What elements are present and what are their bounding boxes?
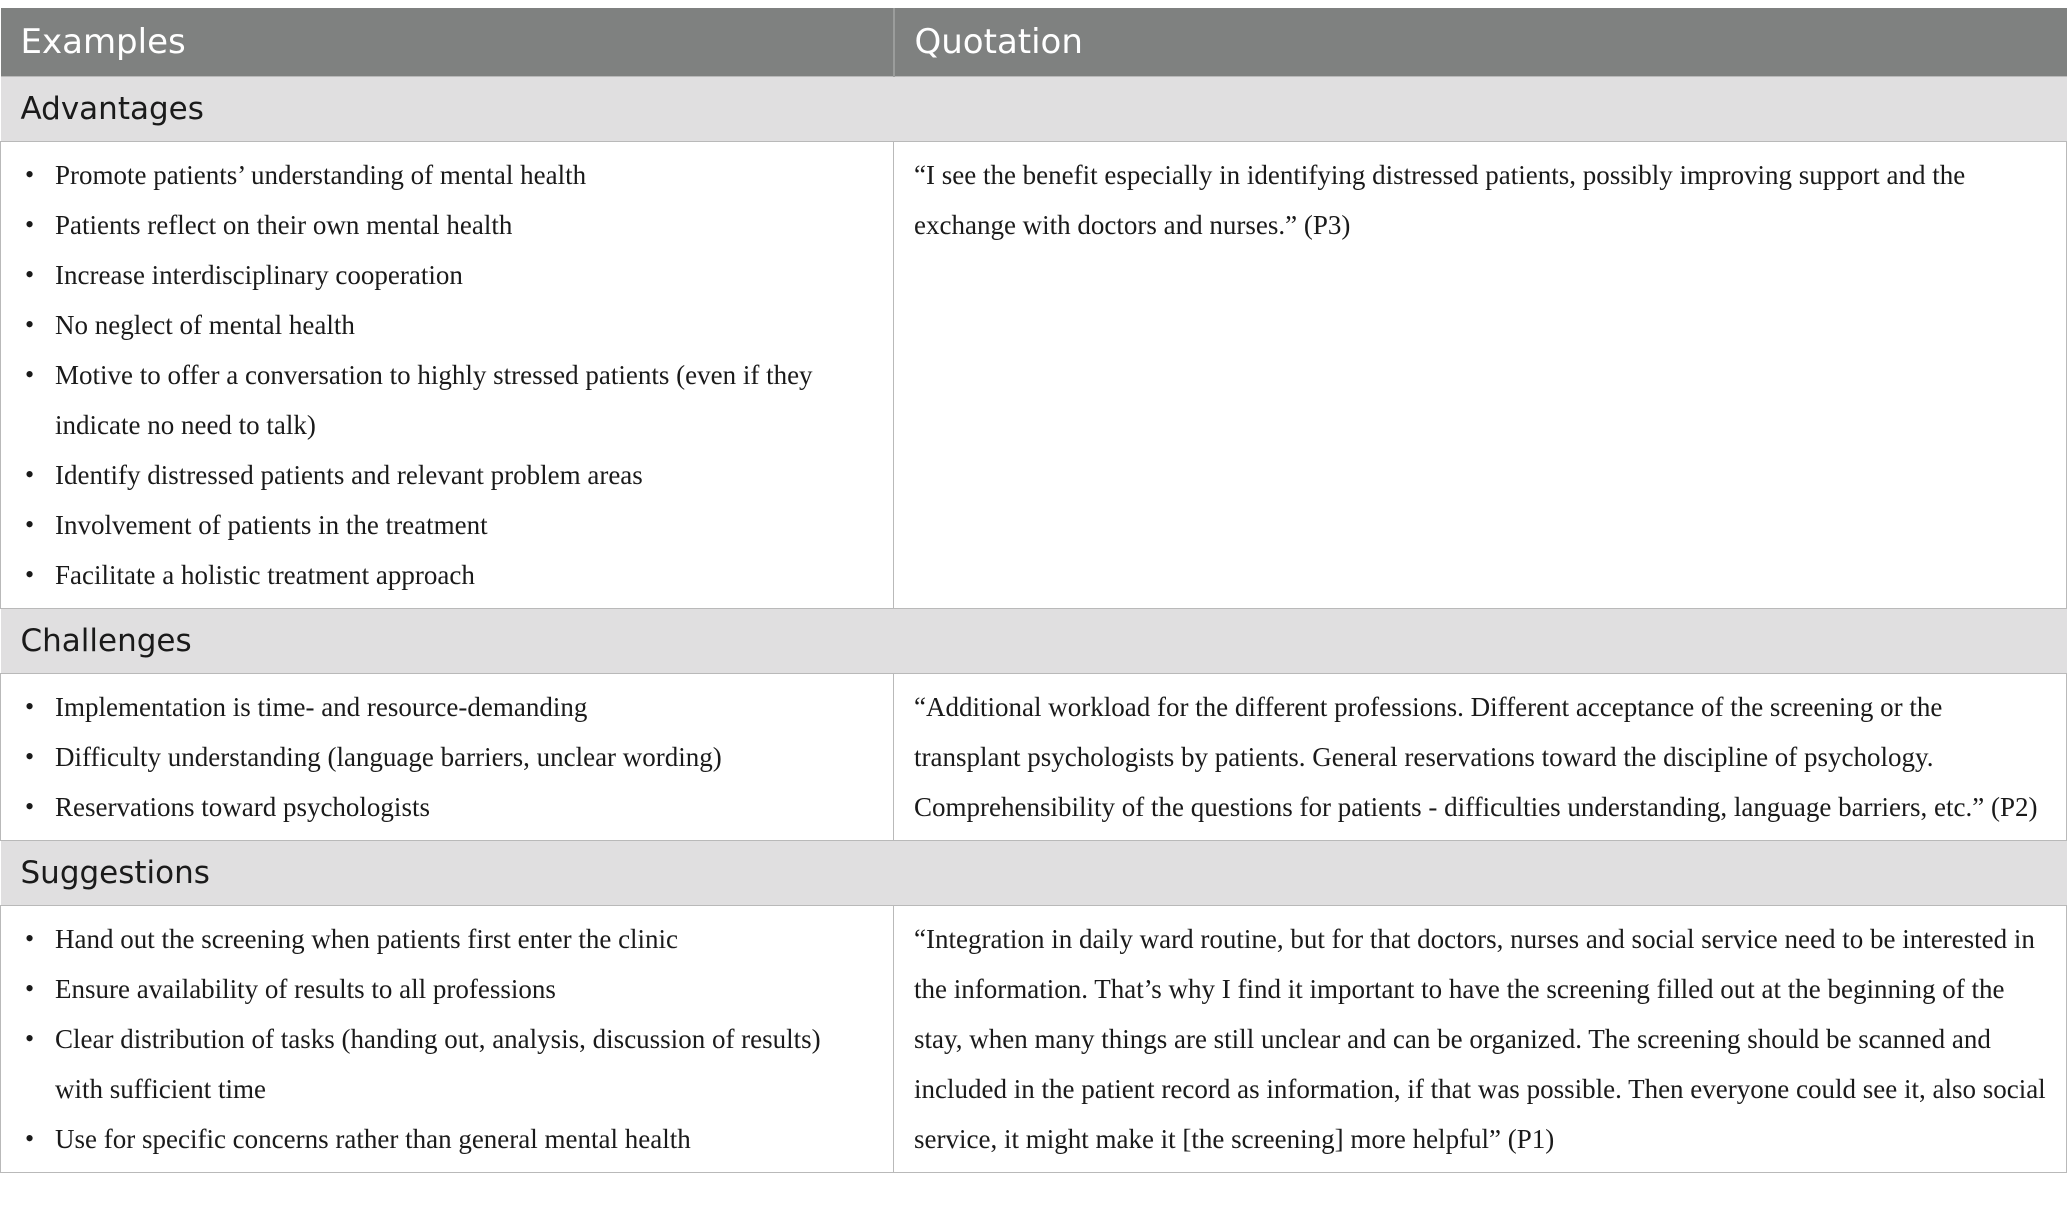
quote-cell-advantages: “I see the benefit especially in identifying distressed patients, possibly improving support and the exchange with doctors and nurses.” (P3): [894, 142, 2067, 609]
list-item: • No neglect of mental health: [55, 300, 875, 350]
table-row-challenges: [1, 674, 2067, 841]
examples-cell-challenges: [1, 674, 894, 841]
table-row-advantages: [1, 142, 2067, 609]
list-item: • Use for specific concerns rather than general mental health: [55, 1114, 875, 1164]
section-row-advantages: [1, 77, 2067, 142]
table-row-suggestions: [1, 906, 2067, 1173]
quote-cell-challenges: “Additional workload for the different professions. Different acceptance of the screening or the transplant psychologists by patients. General reservations toward the discipline of psychology. Comprehensibility of the questions for patients - difficulties understanding, language barriers, etc.” (P2): [894, 674, 2067, 841]
list-item: • Ensure availability of results to all professions: [55, 964, 875, 1014]
header-examples: Examples: [1, 8, 894, 77]
section-title-advantages: Advantages: [1, 77, 2067, 142]
list-item: • Reservations toward psychologists: [55, 782, 875, 832]
list-item: • Identify distressed patients and relevant problem areas: [55, 450, 875, 500]
section-row-suggestions: [1, 841, 2067, 906]
list-item: • Increase interdisciplinary cooperation: [55, 250, 875, 300]
list-item: • Promote patients’ understanding of mental health: [55, 150, 875, 200]
examples-cell-suggestions: [1, 906, 894, 1173]
list-item: • Difficulty understanding (language barriers, unclear wording): [55, 732, 875, 782]
section-row-challenges: [1, 609, 2067, 674]
examples-cell-advantages: [1, 142, 894, 609]
list-item: • Facilitate a holistic treatment approach: [55, 550, 875, 600]
header-quotation: Quotation: [894, 8, 2067, 77]
examples-list-challenges: [21, 682, 875, 832]
list-item: • Hand out the screening when patients first enter the clinic: [55, 914, 875, 964]
section-title-challenges: Challenges: [1, 609, 2067, 674]
list-item: • Clear distribution of tasks (handing out, analysis, discussion of results) with sufficient time: [55, 1014, 875, 1114]
examples-quotation-table: [0, 8, 2067, 1173]
list-item: • Involvement of patients in the treatment: [55, 500, 875, 550]
section-title-suggestions: Suggestions: [1, 841, 2067, 906]
examples-list-suggestions: [21, 914, 875, 1164]
list-item: • Patients reflect on their own mental health: [55, 200, 875, 250]
examples-list-advantages: [21, 150, 875, 600]
quote-cell-suggestions: “Integration in daily ward routine, but for that doctors, nurses and social service need to be interested in the information. That’s why I find it important to have the screening filled out at the beginning of the stay, when many things are still unclear and can be organized. The screening should be scanned and included in the patient record as information, if that was possible. Then everyone could see it, also social service, it might make it [the screening] more helpful” (P1): [894, 906, 2067, 1173]
list-item: • Implementation is time- and resource-demanding: [55, 682, 875, 732]
table-header-row: [1, 8, 2067, 77]
list-item: • Motive to offer a conversation to highly stressed patients (even if they indicate no need to talk): [55, 350, 875, 450]
